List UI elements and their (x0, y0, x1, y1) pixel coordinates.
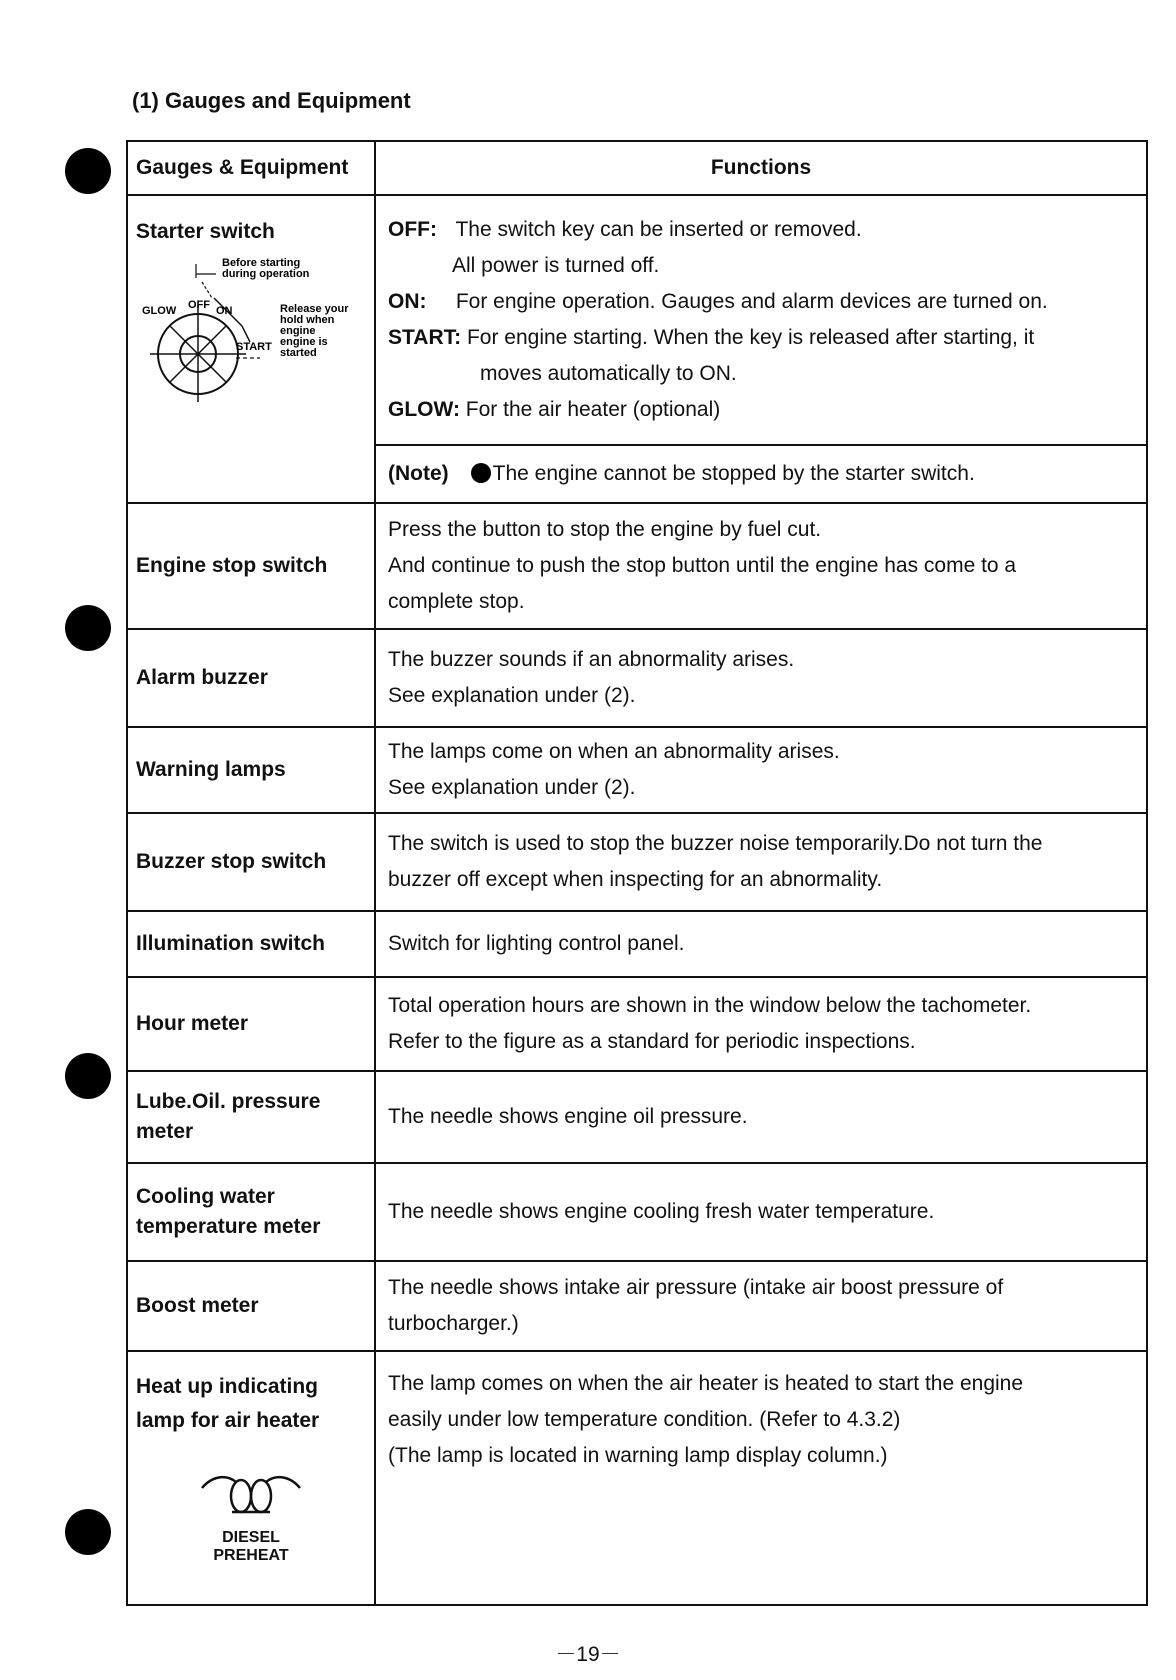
starter-switch-cell (127, 195, 375, 503)
function-text: For the air heater (optional) (465, 398, 721, 421)
function-text: Total operation hours are shown in the window below the tachometer. (388, 994, 1032, 1017)
function-cell (375, 813, 1147, 911)
function-text: And continue to push the stop button until the engine has come to a (388, 554, 1017, 577)
function-cell (375, 503, 1147, 629)
table-row (127, 977, 1147, 1071)
diagram-label: engine (280, 325, 316, 337)
icon-label: DIESEL (222, 1529, 280, 1546)
starter-switch-diagram-icon (136, 250, 368, 410)
binder-hole (65, 148, 111, 194)
diagram-label-glow: GLOW (142, 305, 177, 317)
diagram-label: hold when (280, 314, 335, 326)
header-gauges: Gauges & Equipment (127, 141, 375, 195)
function-text: For engine starting. When the key is released after starting, it (466, 326, 1035, 349)
function-text: The needle shows engine cooling fresh water temperature. (388, 1200, 935, 1223)
function-text: The needle shows engine oil pressure. (388, 1105, 748, 1128)
table-row (127, 727, 1147, 813)
function-cell (375, 1163, 1147, 1261)
note-cell (375, 445, 1147, 503)
function-text: turbocharger.) (388, 1312, 519, 1335)
note-text: The engine cannot be stopped by the starter switch. (492, 462, 975, 485)
function-cell (375, 727, 1147, 813)
function-text: moves automatically to ON. (480, 362, 737, 385)
table-row (127, 1261, 1147, 1351)
keyword-off: OFF: (388, 218, 437, 241)
table-row (127, 629, 1147, 727)
starter-functions-cell (375, 195, 1147, 445)
table-row (127, 813, 1147, 911)
diagram-label: started (280, 347, 317, 359)
table-row (127, 1163, 1147, 1261)
function-text: The switch key can be inserted or removed. (455, 218, 862, 241)
diagram-label-on: ON (216, 305, 233, 317)
equipment-name: meter (136, 1120, 194, 1143)
function-text: See explanation under (2). (388, 684, 636, 707)
function-text: The lamps come on when an abnormality arises. (388, 740, 840, 763)
keyword-on: ON: (388, 290, 427, 313)
equipment-name: Hour meter (127, 977, 375, 1071)
equipment-name: Alarm buzzer (127, 629, 375, 727)
equipment-name: Boost meter (127, 1261, 375, 1351)
equipment-name: Buzzer stop switch (127, 813, 375, 911)
gauges-table (126, 140, 1148, 1606)
header-functions: Functions (375, 141, 1147, 195)
binder-hole (65, 605, 111, 651)
binder-hole (65, 1053, 111, 1099)
note-label: (Note) (388, 462, 449, 485)
function-text: Switch for lighting control panel. (388, 932, 685, 955)
function-text: complete stop. (388, 590, 525, 613)
table-row-heat (127, 1351, 1147, 1605)
equipment-name: temperature meter (136, 1215, 321, 1238)
function-cell (375, 1261, 1147, 1351)
diagram-label: engine is (280, 336, 328, 348)
table-row (127, 503, 1147, 629)
function-text: See explanation under (2). (388, 776, 636, 799)
equipment-name: Heat up indicating (136, 1375, 319, 1398)
equipment-name: Starter switch (136, 220, 275, 243)
diesel-preheat-icon (136, 1468, 366, 1565)
diagram-label-start: START (236, 341, 272, 353)
function-text: The needle shows intake air pressure (intake air boost pressure of (388, 1276, 1004, 1299)
equipment-name: Cooling water (136, 1185, 275, 1208)
function-text: The switch is used to stop the buzzer noise temporarily.Do not turn the (388, 832, 1043, 855)
diagram-label: Before starting (222, 257, 301, 269)
diagram-label: during operation (222, 268, 310, 280)
equipment-name-cell (127, 1071, 375, 1163)
function-cell (375, 977, 1147, 1071)
function-text: easily under low temperature condition. (Refer to 4.3.2) (388, 1408, 901, 1431)
function-cell (375, 1351, 1147, 1605)
table-header-row (127, 141, 1147, 195)
function-cell (375, 629, 1147, 727)
function-cell (375, 911, 1147, 977)
equipment-name: Engine stop switch (127, 503, 375, 629)
function-text: Press the button to stop the engine by fuel cut. (388, 518, 822, 541)
keyword-glow: GLOW: (388, 398, 460, 421)
page-number: －19－ (555, 1643, 621, 1666)
binder-hole (65, 1509, 111, 1555)
diagram-label-off: OFF (188, 299, 210, 311)
section-title: (1) Gauges and Equipment (132, 88, 411, 113)
function-text: All power is turned off. (452, 254, 660, 277)
function-text: buzzer off except when inspecting for an abnormality. (388, 868, 883, 891)
table-row (127, 1071, 1147, 1163)
function-text: Refer to the figure as a standard for periodic inspections. (388, 1030, 916, 1053)
function-text: For engine operation. Gauges and alarm devices are turned on. (455, 290, 1048, 313)
function-cell (375, 1071, 1147, 1163)
function-text: The buzzer sounds if an abnormality arises. (388, 648, 795, 671)
table-row (127, 911, 1147, 977)
equipment-name: Illumination switch (127, 911, 375, 977)
equipment-name: Lube.Oil. pressure (136, 1090, 321, 1113)
diagram-label: Release your (280, 303, 349, 315)
equipment-name: lamp for air heater (136, 1409, 320, 1432)
coil-icon (196, 1468, 306, 1518)
equipment-name: Warning lamps (127, 727, 375, 813)
bullet-icon (471, 463, 491, 483)
table-row-starter (127, 195, 1147, 445)
function-text: (The lamp is located in warning lamp display column.) (388, 1444, 888, 1467)
keyword-start: START: (388, 326, 462, 349)
equipment-name-cell (127, 1163, 375, 1261)
function-text: The lamp comes on when the air heater is heated to start the engine (388, 1372, 1024, 1395)
heat-lamp-cell (127, 1351, 375, 1605)
icon-label: PREHEAT (213, 1547, 289, 1564)
